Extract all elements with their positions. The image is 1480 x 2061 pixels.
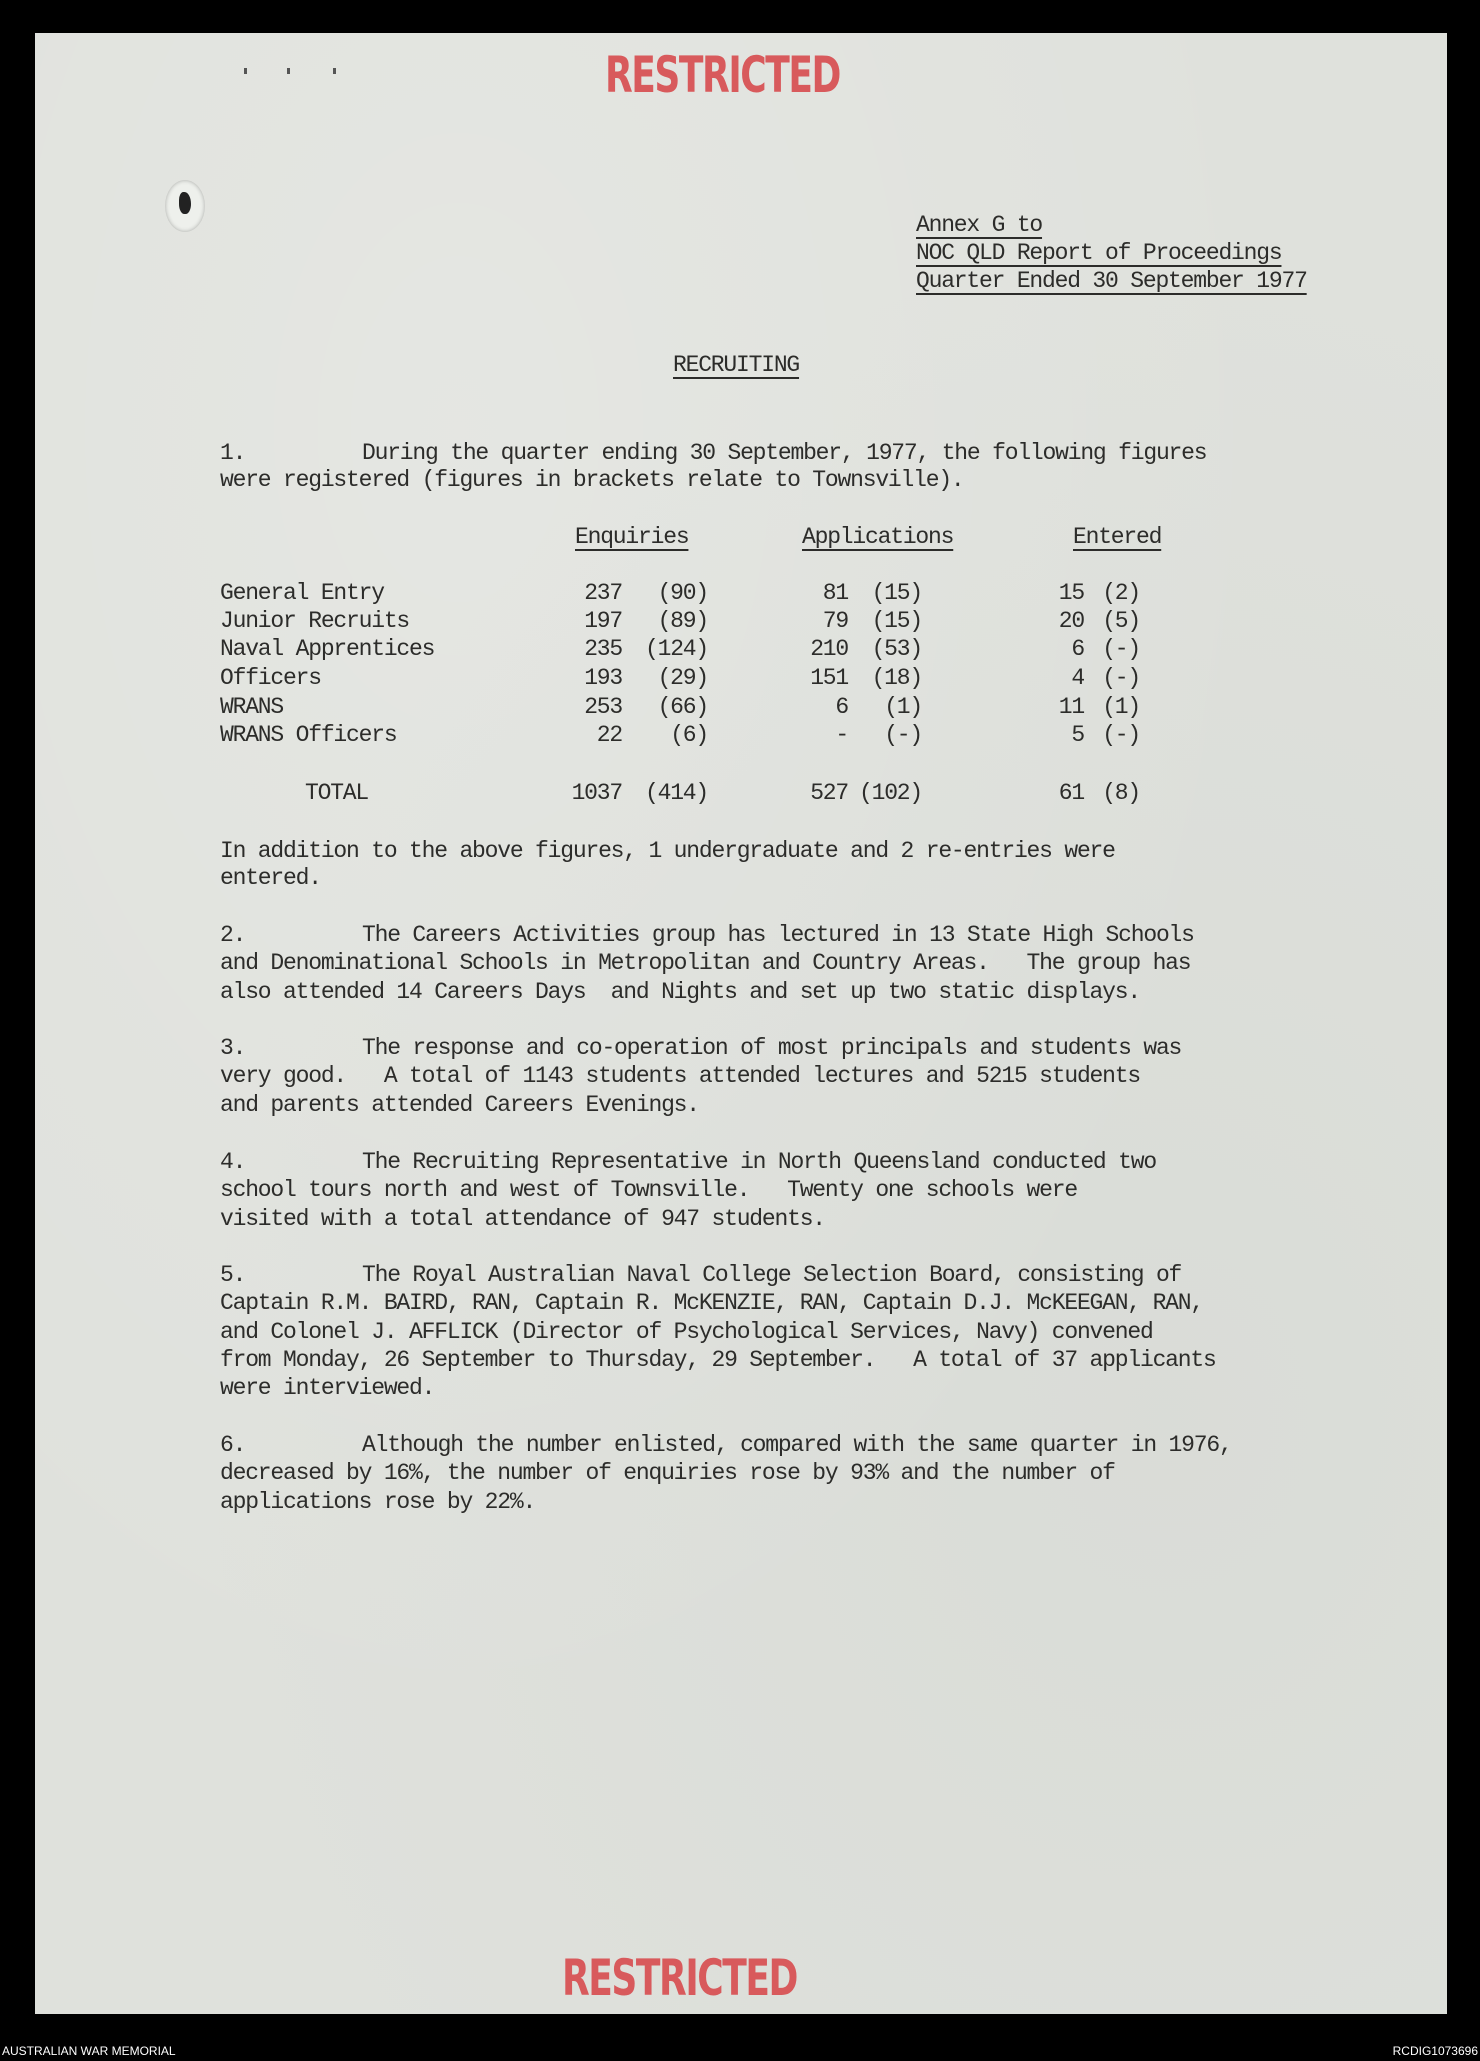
entered-value: 15: [1058, 580, 1084, 606]
column-header-entered: Entered: [1073, 524, 1162, 550]
enquiries-value: 22: [596, 722, 622, 748]
row-label: Officers: [220, 665, 321, 691]
para-number: 1.: [220, 440, 246, 466]
entered-townsville: (-): [1102, 722, 1140, 748]
row-label: General Entry: [220, 580, 384, 606]
para-line: The Recruiting Representative in North Queensland conducted two: [362, 1149, 1156, 1175]
para-line: were interviewed.: [220, 1375, 435, 1402]
enquiries-townsville: (6): [670, 722, 708, 748]
para-line: In addition to the above figures, 1 undergraduate and 2 re-entries were: [220, 838, 1115, 864]
row-label: Naval Apprentices: [220, 636, 435, 662]
footer-id: RCDIG1073696: [1392, 2044, 1478, 2058]
annex-line: Annex G to: [916, 212, 1043, 238]
enquiries-townsville: (66): [657, 694, 708, 720]
entered-townsville: (8): [1102, 780, 1140, 806]
row-label: WRANS Officers: [220, 722, 397, 748]
para-line: also attended 14 Careers Days and Nights and set up two static displays.: [220, 978, 1140, 1005]
para-line: During the quarter ending 30 September, 1977, the following figures: [362, 440, 1207, 466]
enquiries-value: 1037: [571, 780, 622, 806]
entered-value: 6: [1071, 636, 1084, 662]
para-line: from Monday, 26 September to Thursday, 29 September. A total of 37 applicants: [220, 1346, 1216, 1373]
annex-line: Quarter Ended 30 September 1977: [916, 268, 1307, 294]
para-line: The response and co-operation of most principals and students was: [362, 1035, 1182, 1061]
pin-mark: [287, 68, 290, 74]
entered-townsville: (-): [1102, 636, 1140, 662]
applications-townsville: (1): [884, 694, 922, 720]
applications-townsville: (15): [871, 580, 922, 606]
para-line: and Denominational Schools in Metropolitan and Country Areas. The group has: [220, 950, 1191, 977]
para-line: applications rose by 22%.: [220, 1488, 536, 1515]
para-number: 4.: [220, 1149, 246, 1175]
entered-townsville: (-): [1102, 665, 1140, 691]
applications-townsville: (18): [871, 665, 922, 691]
para-line: were registered (figures in brackets relate to Townsville).: [220, 467, 964, 493]
para-line: decreased by 16%, the number of enquiries rose by 93% and the number of: [220, 1460, 1115, 1487]
para-number: 6.: [220, 1432, 246, 1458]
total-label: TOTAL: [305, 780, 369, 806]
para-number: 5.: [220, 1262, 246, 1288]
para-line: Although the number enlisted, compared with the same quarter in 1976,: [362, 1432, 1232, 1458]
para-line: and Colonel J. AFFLICK (Director of Psychological Services, Navy) convened: [220, 1318, 1153, 1345]
restricted-stamp-bottom: RESTRICTED: [562, 1949, 797, 2007]
enquiries-value: 253: [584, 694, 622, 720]
entered-value: 4: [1071, 665, 1084, 691]
applications-value: 151: [810, 665, 848, 691]
enquiries-townsville: (124): [644, 636, 708, 662]
para-number: 2.: [220, 922, 246, 948]
applications-townsville: (15): [871, 608, 922, 634]
applications-townsville: (-): [884, 722, 922, 748]
para-line: The Royal Australian Naval College Selection Board, consisting of: [362, 1262, 1182, 1288]
entered-value: 5: [1071, 722, 1084, 748]
para-line: Captain R.M. BAIRD, RAN, Captain R. McKENZIE, RAN, Captain D.J. McKEEGAN, RAN,: [220, 1290, 1203, 1317]
para-line: entered.: [220, 865, 321, 891]
para-line: school tours north and west of Townsville. Twenty one schools were: [220, 1177, 1077, 1204]
para-line: very good. A total of 1143 students attended lectures and 5215 students: [220, 1063, 1140, 1090]
enquiries-townsville: (89): [657, 608, 708, 634]
punch-hole: [165, 180, 205, 232]
applications-value: 210: [810, 636, 848, 662]
pin-mark: [244, 68, 247, 74]
para-line: visited with a total attendance of 947 students.: [220, 1205, 825, 1232]
row-label: WRANS: [220, 694, 284, 720]
enquiries-townsville: (29): [657, 665, 708, 691]
column-header-enquiries: Enquiries: [575, 524, 689, 550]
applications-townsville: (53): [871, 636, 922, 662]
restricted-stamp-top: RESTRICTED: [605, 46, 840, 104]
entered-value: 11: [1058, 694, 1084, 720]
row-label: Junior Recruits: [220, 608, 410, 634]
document-page: [35, 33, 1447, 2014]
entered-value: 20: [1058, 608, 1084, 634]
column-header-applications: Applications: [802, 524, 954, 550]
para-line: The Careers Activities group has lectured in 13 State High Schools: [362, 922, 1194, 948]
enquiries-value: 193: [584, 665, 622, 691]
enquiries-townsville: (90): [657, 580, 708, 606]
annex-line: NOC QLD Report of Proceedings: [916, 240, 1282, 266]
applications-value: -: [835, 722, 848, 748]
enquiries-value: 235: [584, 636, 622, 662]
applications-value: 527: [810, 780, 848, 806]
applications-value: 81: [822, 580, 848, 606]
section-title: RECRUITING: [673, 352, 800, 378]
enquiries-value: 237: [584, 580, 622, 606]
pin-mark: [333, 68, 336, 74]
para-number: 3.: [220, 1035, 246, 1061]
entered-townsville: (5): [1102, 608, 1140, 634]
applications-townsville: (102): [858, 780, 922, 806]
entered-townsville: (1): [1102, 694, 1140, 720]
applications-value: 6: [835, 694, 848, 720]
footer-source: AUSTRALIAN WAR MEMORIAL: [2, 2044, 176, 2058]
applications-value: 79: [822, 608, 848, 634]
para-line: and parents attended Careers Evenings.: [220, 1091, 699, 1118]
entered-townsville: (2): [1102, 580, 1140, 606]
enquiries-townsville: (414): [644, 780, 708, 806]
entered-value: 61: [1058, 780, 1084, 806]
enquiries-value: 197: [584, 608, 622, 634]
